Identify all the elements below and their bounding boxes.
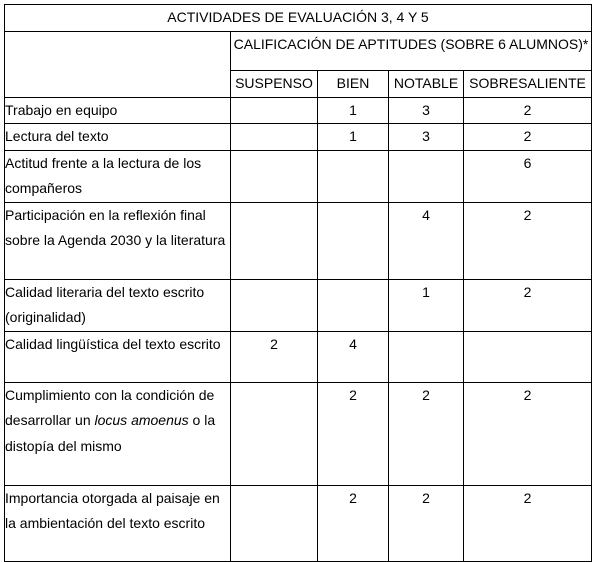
empty-corner-cell (5, 32, 231, 98)
row-criterion: Actitud frente a la lectura de los compañeros (5, 150, 231, 202)
row-value-sobresaliente (464, 331, 592, 382)
table-title: ACTIVIDADES DE EVALUACIÓN 3, 4 Y 5 (5, 5, 592, 32)
row-value-notable: 4 (389, 202, 464, 279)
row-value-notable: 3 (389, 124, 464, 151)
row-value-bien (318, 279, 389, 331)
row-value-sobresaliente: 2 (464, 97, 592, 124)
row-criterion: Calidad lingüística del texto escrito (5, 331, 231, 382)
row-value-sobresaliente: 2 (464, 124, 592, 151)
table-row (5, 124, 592, 151)
row-value-sobresaliente: 2 (464, 202, 592, 279)
table-row (5, 485, 592, 561)
table-row (5, 382, 592, 485)
row-criterion: Lectura del texto (5, 124, 231, 151)
row-value-sobresaliente: 2 (464, 485, 592, 561)
row-value-bien: 2 (318, 382, 389, 485)
row-value-suspenso (231, 202, 318, 279)
group-header: CALIFICACIÓN DE APTITUDES (SOBRE 6 ALUMNOS)* (231, 32, 592, 71)
row-value-sobresaliente: 2 (464, 382, 592, 485)
table-row (5, 279, 592, 331)
row-value-suspenso (231, 97, 318, 124)
row-value-notable: 2 (389, 382, 464, 485)
row-value-suspenso (231, 485, 318, 561)
table-row (5, 331, 592, 382)
row-criterion: Trabajo en equipo (5, 97, 231, 124)
row-value-notable (389, 150, 464, 202)
table-row (5, 97, 592, 124)
column-header-notable: NOTABLE (389, 71, 464, 98)
column-header-sobresaliente: SOBRESALIENTE (464, 71, 592, 98)
row-value-notable: 1 (389, 279, 464, 331)
criterion-italic-text: locus amoenus (94, 412, 189, 428)
row-value-suspenso (231, 382, 318, 485)
row-value-bien: 1 (318, 97, 389, 124)
criterion-text: o la distopía del mismo (5, 412, 216, 454)
column-header-suspenso: SUSPENSO (231, 71, 318, 98)
row-value-suspenso: 2 (231, 331, 318, 382)
row-value-suspenso (231, 124, 318, 151)
row-value-bien: 1 (318, 124, 389, 151)
row-criterion: Calidad literaria del texto escrito (originalidad) (5, 279, 231, 331)
row-criterion: Participación en la reflexión final sobre la Agenda 2030 y la literatura (5, 202, 231, 279)
row-value-notable: 2 (389, 485, 464, 561)
row-value-bien: 2 (318, 485, 389, 561)
row-value-bien (318, 150, 389, 202)
table-row (5, 150, 592, 202)
row-value-sobresaliente: 6 (464, 150, 592, 202)
row-value-bien (318, 202, 389, 279)
table-row (5, 202, 592, 279)
row-value-notable: 3 (389, 97, 464, 124)
row-criterion (5, 382, 231, 485)
criterion-text: Cumplimiento con la condición de desarrollar un (5, 386, 215, 428)
row-value-sobresaliente: 2 (464, 279, 592, 331)
row-criterion: Importancia otorgada al paisaje en la ambientación del texto escrito (5, 485, 231, 561)
row-value-bien: 4 (318, 331, 389, 382)
row-value-notable (389, 331, 464, 382)
column-header-bien: BIEN (318, 71, 389, 98)
row-value-suspenso (231, 279, 318, 331)
evaluation-table (4, 4, 592, 562)
row-value-suspenso (231, 150, 318, 202)
